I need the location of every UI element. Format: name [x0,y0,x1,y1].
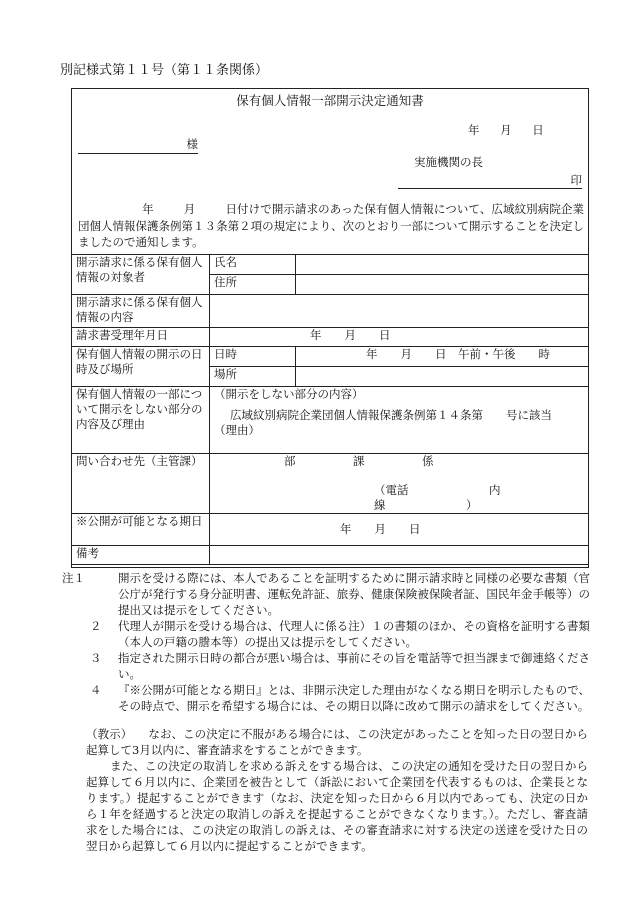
note-number: ３ [90,651,102,665]
note-item [74,682,590,714]
note-number: 注１ [62,571,85,585]
address-label: 住所 [210,275,296,295]
remarks-label: 備考 [72,546,210,565]
place-label: 場所 [210,367,296,387]
document-title: 保有個人情報一部開示決定通知書 [236,93,424,108]
partial-label: 保有個人情報の一部について開示をしない部分の内容及び理由 [72,387,210,454]
note-number: ４ [90,683,102,697]
contact-value [210,454,589,514]
remarks-value [210,546,589,565]
partial-reason: （理由） [214,423,260,437]
instruction-label: （教示） [86,727,133,741]
schedule-label: 保有個人情報の開示の日時及び場所 [72,347,210,387]
partial-content-header: （開示をしない部分の内容） [214,387,364,401]
datetime-label: 日時 [210,347,296,367]
intro-year: 年 [142,202,154,216]
place-value [296,367,589,387]
content-value [210,295,589,328]
instruction-paragraph-2: また、この決定の取消しを求める訴えをする場合は、この決定の通知を受けた日の翌日から起算して６月以内に、企業団を被告として（訴訟において企業団を代表するものは、企業長となります。）提起することができます（なお、決定を知った日から６月以内であっても、決定の日から１年を経過すると決定の取消しの訴えを提起することができなくなります。）。ただし、審査請求をした場合には、この決定の取消しの訴えは、その審査請求に対する決定の送達を受けた日の翌日から起算して６月以内に提起することができます。 [86,759,588,853]
received-value: 年 月 日 [210,328,589,347]
note-item [74,650,590,682]
contact-label: 問い合わせ先（主管課） [72,454,210,514]
note-item [62,570,590,618]
partial-clause: 広域紋別病院企業団個人情報保護条例第１４条第 号に該当 [230,408,552,422]
note-text: 代理人が開示を受ける場合は、代理人に係る注）１の書類のほか、その資格を証明する書類（本人の戸籍の謄本等）の提出又は提示をしてください。 [118,619,590,649]
content-label: 開示請求に係る保有個人情報の内容 [72,295,210,328]
datetime-value: 年 月 日 午前・午後 時 [296,347,589,367]
notice-frame [71,88,589,568]
notes-section [62,570,590,714]
partial-value [210,387,589,454]
public-date-value: 年 月 日 [210,514,589,546]
intro-body: 日付けで開示請求のあった保有個人情報について、広域紋別病院企業団個人情報保護条例第１３条第２項の規定により、次のとおり一部について開示することを決定しましたので通知します。 [78,202,585,249]
instruction-paragraph-1 [86,726,588,758]
addressee: 様 [78,137,198,154]
requester-label: 開示請求に係る保有個人情報の対象者 [72,255,210,295]
intro-text [78,201,584,251]
name-label: 氏名 [210,255,296,275]
note-text: 指定された開示日時の都合が悪い場合は、事前にその旨を電話等で担当課まで御連絡ください。 [118,651,590,681]
note-text: 『※公開が可能となる期日』とは、非開示決定した理由がなくなる期日を明示したもので、その時点で、開示を希望する場合には、その期日以降に改めて開示の請求をしてください。 [118,683,590,713]
address-value [296,275,589,295]
agency-head: 実施機関の長 [414,155,483,169]
note-item [74,618,590,650]
contact-line: 部 課 係 [284,454,434,468]
instruction-section [86,726,588,854]
seal-mark: 印 [398,173,582,189]
name-value [296,255,589,275]
note-number: ２ [90,619,102,633]
contact-phone: （電話 内線 ） [374,483,501,512]
instruction-p1: なお、この決定に不服がある場合には、この決定があったことを知った日の翌日から起算して3月以内に、審査請求をすることができます。 [86,727,588,757]
public-date-label: ※公開が可能となる期日 [72,514,210,546]
form-label: 別記様式第１１号（第１１条関係） [60,63,269,78]
issue-date: 年 月 日 [468,123,544,137]
received-label: 請求書受理年月日 [72,328,210,347]
note-text: 開示を受ける際には、本人であることを証明するために開示請求時と同様の必要な書類（官公庁が発行する身分証明書、運転免許証、旅券、健康保険被保険者証、国民年金手帳等）の提出又は提示をしてください。 [118,571,590,617]
details-table [71,254,589,565]
intro-month: 月 [183,202,196,216]
